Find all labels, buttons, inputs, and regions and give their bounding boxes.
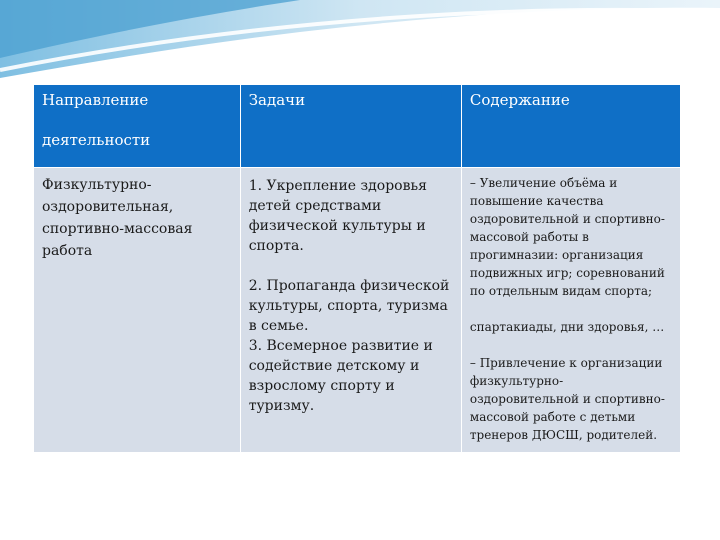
header-direction-line2: деятельности (42, 131, 151, 149)
cell-tasks (240, 168, 461, 453)
header-tasks: Задачи (240, 85, 461, 168)
content-item: – Привлечение к организации физкультурно-оздоровительной и спортивно-массовой работе с детьми тренеров ДЮСШ, родителей. (469, 356, 665, 442)
cell-content (461, 168, 680, 453)
activity-table (33, 84, 681, 453)
task-item: 2. Пропаганда физической культуры, спорта, туризма в семье. (248, 278, 450, 334)
table-header-row (34, 85, 681, 168)
header-direction-line1: Направление (42, 91, 149, 109)
header-direction (34, 85, 241, 168)
task-item: 1. Укрепление здоровья детей средствами физической культуры и спорта. (248, 178, 427, 254)
content-item: – Увеличение объёма и повышение качества оздоровительной и спортивно-массовой работы в прогимназии: организация подвижных игр; соревнований по отдельным видам спорта; (469, 176, 665, 298)
header-wave-decoration (0, 0, 720, 90)
content-item: спартакиады, дни здоровья, … (469, 320, 665, 334)
table-row (34, 168, 681, 453)
header-content: Содержание (461, 85, 680, 168)
cell-direction: Физкультурно-оздоровительная, спортивно-массовая работа (34, 168, 241, 453)
task-item: 3. Всемерное развитие и содействие детскому и взрослому спорту и туризму. (248, 338, 433, 414)
